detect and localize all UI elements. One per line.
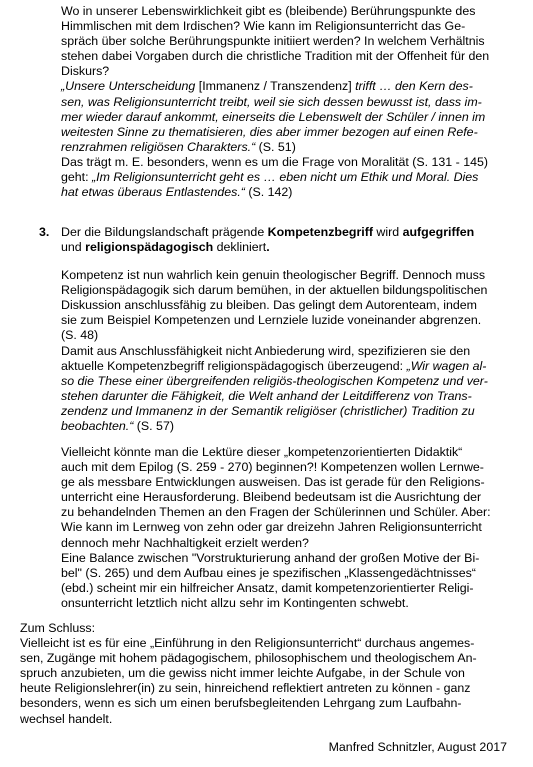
- author-signature: Manfred Schnitzler, August 2017: [328, 740, 507, 754]
- opening-section: [61, 4, 489, 200]
- paragraph-line: unterricht eine Herausforderung. Bleibend bedeutsam ist die Ausrichtung der: [61, 490, 482, 505]
- bold-term: .: [266, 240, 270, 255]
- page-reference: (S. 142): [244, 185, 293, 200]
- quote-line: [61, 140, 489, 155]
- quote-text: stehen darunter die Fähigkeit, die Welt anhand der Leitdifferenz von Trans-: [61, 388, 472, 403]
- paragraph-line: Religionspädagogik sich darum bemühen, in der aktuellen bildungspolitischen: [61, 283, 488, 298]
- quote-line: [61, 95, 489, 110]
- bold-term: religionspädagogisch: [85, 240, 214, 255]
- paragraph-text: aktuelle Kompetenzbegriff religionspädagogisch überzeugend:: [61, 358, 407, 373]
- heading-text: wird: [372, 225, 403, 239]
- kompetenz-paragraph: [61, 268, 487, 343]
- paragraph-line: onsunterricht letztlich nicht allzu sehr im Kontingenten schwebt.: [61, 595, 409, 610]
- anschluss-paragraph: [61, 344, 488, 435]
- heading-text: dekliniert: [213, 240, 267, 255]
- question-line: spräch über solche Berührungspunkte initiiert werden? In welchem Verhältnis: [61, 34, 485, 49]
- closing-line: spruch anzubieten, um die gewiss nicht immer leichte Aufgabe, in der Schule von: [20, 666, 465, 681]
- paragraph-line: bel" (S. 265) und dem Aufbau eines je spezifischen „Klassengedächtnisses“: [61, 565, 476, 580]
- page-reference: (S. 51): [255, 139, 296, 154]
- lektuere-paragraph: [61, 445, 491, 611]
- heading-text: und: [61, 240, 86, 255]
- list-number: 3.: [39, 225, 50, 239]
- question-line: Himmlischen mit dem Irdischen? Wie kann im Religionsunterricht das Ge-: [61, 19, 466, 34]
- paragraph-line: zu behandelnden Themen an den Fragen der Schülerinnen und Schüler. Aber:: [61, 505, 491, 520]
- quote-text: sen, was Religionsunterricht treibt, weil sie sich dessen bewusst ist, dass im-: [61, 94, 482, 109]
- quote-text: mer wieder darauf ankommt, einerseits die Lebenswelt der Schüler / innen im: [61, 109, 486, 124]
- paragraph-line: auch mit dem Epilog (S. 259 - 270) beginnen?! Kompetenzen wollen Lernwe-: [61, 460, 484, 475]
- quote-line: [61, 110, 489, 125]
- paragraph-line: Vielleicht könnte man die Lektüre dieser „kompetenzorientierten Didaktik“: [61, 445, 463, 459]
- closing-heading: Zum Schluss:: [20, 621, 96, 635]
- heading-text: Der die Bildungslandschaft prägende: [61, 225, 268, 239]
- paragraph-line: ge als messbare Entwicklungen ausweisen. Das ist gerade für den Religions-: [61, 475, 485, 490]
- bold-term: aufgegriffen: [402, 225, 475, 239]
- closing-line: besonders, wenn es sich um einen berufsbegleitenden Lehrgang zum Laufbahn-: [20, 696, 462, 711]
- paragraph-line: Diskussion anschlussfähig zu bleiben. Das gelingt dem Autorenteam, indem: [61, 298, 478, 313]
- moral-line: Das trägt m. E. besonders, wenn es um die Frage von Moralität (S. 131 - 145): [61, 154, 488, 169]
- page-reference: (S. 57): [133, 418, 174, 433]
- heading-line: [61, 240, 474, 255]
- quote-line: [61, 374, 488, 389]
- question-line: Wo in unserer Lebenswirklichkeit gibt es (bleibende) Berührungspunkte des: [61, 4, 476, 18]
- quote-text: renzrahmen religiösen Charakters.“: [61, 139, 256, 154]
- paragraph-line: Damit aus Anschlussfähigkeit nicht Anbiederung wird, spezifizieren sie den: [61, 343, 471, 358]
- paragraph-line: Eine Balance zwischen "Vorstrukturierung anhand der großen Motive der Bi-: [61, 550, 480, 565]
- paragraph-line: [61, 359, 488, 374]
- moral-text: geht:: [61, 170, 93, 185]
- paragraph-line: Kompetenz ist nun wahrlich kein genuin theologischer Begriff. Dennoch muss: [61, 268, 486, 282]
- closing-line: Vielleicht ist es für eine „Einführung in den Religionsunterricht“ durchaus angemes-: [20, 636, 475, 651]
- quote-text: trifft … den Kern des-: [351, 79, 473, 94]
- quote-text: weitesten Sinne zu thematisieren, dies aber immer bezogen auf einen Refe-: [61, 124, 478, 139]
- quote-text: „Im Religionsunterricht geht es … eben nicht um Ethik und Moral. Dies: [92, 170, 479, 185]
- quote-line: [61, 79, 489, 94]
- paragraph-line: (ebd.) scheint mir ein hilfreicher Ansatz, damit kompetenzorientierter Religi-: [61, 580, 474, 595]
- quote-line: [61, 125, 489, 140]
- paragraph-line: dennoch mehr Nachhaltigkeit erzielt werden?: [61, 535, 309, 550]
- question-line: Diskurs?: [61, 64, 110, 79]
- moral-line: [61, 185, 489, 200]
- closing-section: [20, 621, 477, 727]
- item-3-heading: [61, 225, 474, 255]
- question-line: stehen dabei Vorgaben durch die christliche Tradition mit der Offenheit für den: [61, 49, 490, 64]
- paragraph-line: Wie kann im Lernweg von zehn oder gar dreizehn Jahren Religionsunterricht: [61, 520, 482, 535]
- quote-insertion: [Immanenz / Transzendenz]: [198, 79, 352, 94]
- closing-line: heute Religionslehrer(in) zu sein, hinreichend reflektiert antreten zu können - ganz: [20, 681, 471, 696]
- paragraph-line: (S. 48): [61, 328, 99, 343]
- closing-line: sen, Zugänge mit hohem pädagogischem, philosophischem und theologischem An-: [20, 651, 477, 666]
- quote-text: „Unsere Unterscheidung: [61, 79, 199, 94]
- quote-text: so die These einer übergreifenden religiös-theologischen Kompetenz und ver-: [61, 373, 488, 388]
- heading-line: [61, 225, 474, 240]
- quote-line: [61, 389, 488, 404]
- bold-term: Kompetenzbegriff: [267, 225, 373, 239]
- quote-text: „Wir wagen al-: [406, 358, 487, 373]
- quote-text: zendenz und Immanenz in der Semantik religiöser (christlicher) Tradition zu: [61, 403, 475, 418]
- quote-text: beobachten.“: [61, 418, 134, 433]
- quote-text: hat etwas überaus Entlastendes.“: [61, 185, 245, 200]
- moral-line: [61, 170, 489, 185]
- closing-line: wechsel handelt.: [20, 711, 113, 726]
- quote-line: [61, 419, 488, 434]
- paragraph-line: sie zum Beispiel Kompetenzen und Lernziele luzide voneinander abgrenzen.: [61, 313, 482, 328]
- quote-line: [61, 404, 488, 419]
